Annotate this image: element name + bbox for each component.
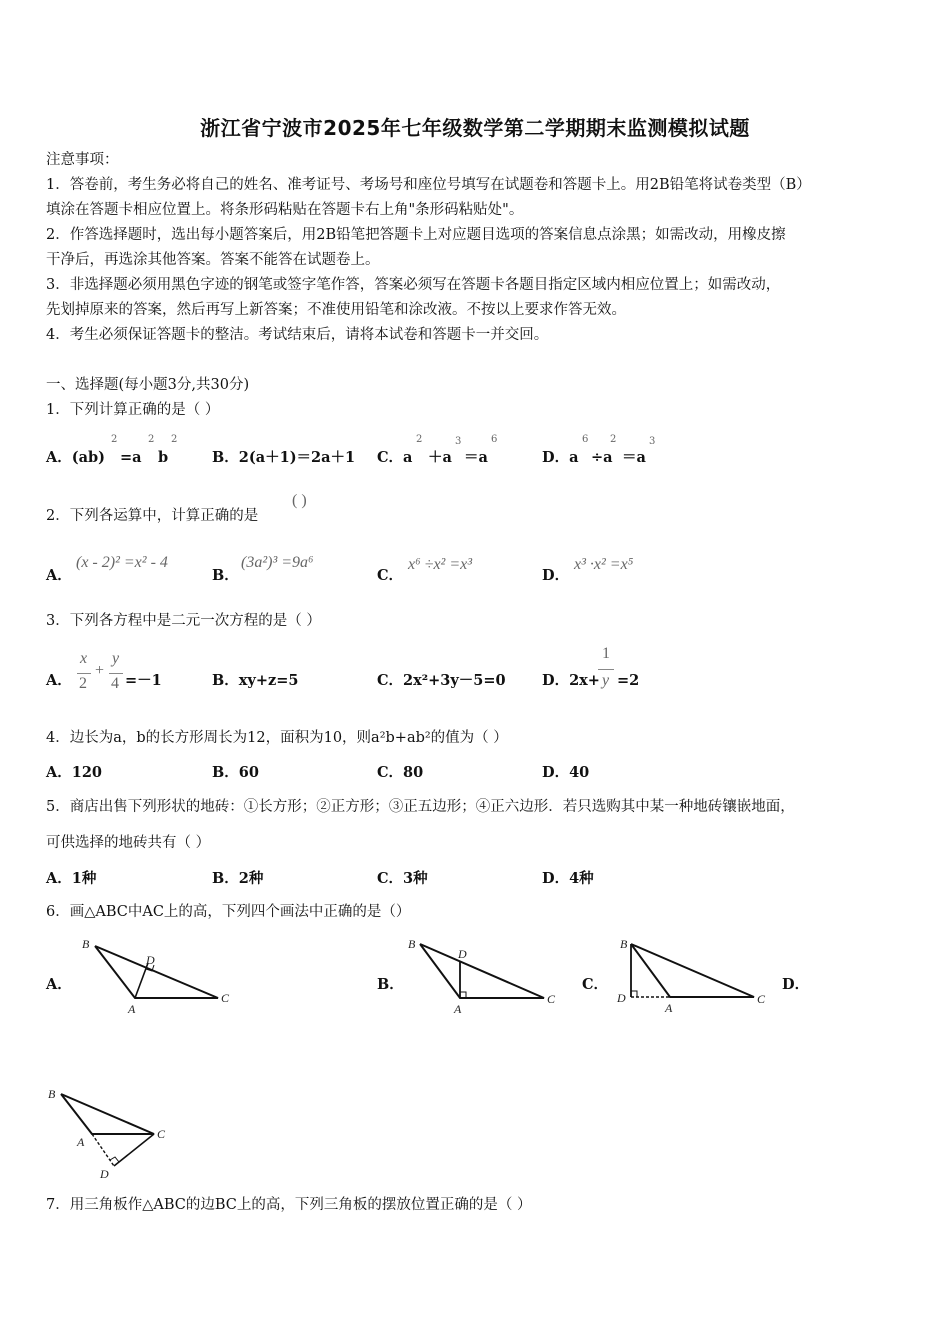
right-angle-mark bbox=[110, 1157, 119, 1162]
q4-option-d: D．40 bbox=[542, 764, 590, 781]
notice-line: 先划掉原来的答案，然后再写上新答案；不准使用铅笔和涂改液。不按以上要求作答无效。 bbox=[46, 302, 626, 318]
notice-line: 填涂在答题卡相应位置上。将条形码粘贴在答题卡右上角"条形码粘贴处"。 bbox=[46, 202, 524, 218]
q4-option-a: A．120 bbox=[46, 764, 103, 781]
q2-option-d-expr: x³ ·x² =x⁵ bbox=[574, 556, 634, 573]
notice-heading: 注意事项： bbox=[46, 152, 119, 168]
q3-plus: + bbox=[95, 662, 105, 679]
q1-sup: 3 bbox=[455, 436, 462, 447]
point-label-c: C bbox=[157, 1127, 166, 1141]
q1-option-a-b: b bbox=[158, 449, 169, 466]
q1-sup: 2 bbox=[610, 434, 617, 445]
right-angle-mark bbox=[631, 991, 637, 997]
q1-option-d: D．a bbox=[542, 449, 579, 466]
point-label-d: D bbox=[100, 1167, 109, 1181]
point-label-b: B bbox=[408, 937, 416, 951]
point-label-c: C bbox=[221, 991, 230, 1005]
q3-option-d: D．2x+ bbox=[542, 672, 600, 689]
notice-line: 2．作答选择题时，选出每小题答案后，用2B铅笔把答题卡上对应题目选项的答案信息点涂黑；如需改动，用橡皮擦 bbox=[46, 227, 786, 243]
q3-option-a: A． bbox=[46, 672, 72, 689]
q1-option-d-end: ＝a bbox=[622, 449, 646, 466]
q3-stem: 3．下列各方程中是二元一次方程的是（ ） bbox=[46, 613, 321, 629]
q6-figure-d bbox=[44, 1082, 176, 1182]
q1-sup: 6 bbox=[582, 434, 589, 445]
q1-option-d-mid: ÷a bbox=[591, 449, 613, 466]
q2-option-c-expr: x⁶ ÷x² =x³ bbox=[408, 556, 473, 573]
point-label-a: A bbox=[665, 1001, 673, 1015]
q2-paren: ( ) bbox=[292, 492, 307, 509]
triangle-abc bbox=[61, 1094, 154, 1134]
q3-option-b: B．xy+z=5 bbox=[212, 672, 299, 689]
point-label-a: A bbox=[128, 1002, 136, 1016]
altitude-line bbox=[135, 963, 148, 998]
q1-sup: 3 bbox=[649, 436, 656, 447]
q1-option-c-mid: ＋a bbox=[428, 449, 452, 466]
q3-frac-den: y bbox=[602, 672, 610, 689]
point-label-d: D bbox=[146, 953, 155, 967]
point-label-a: A bbox=[454, 1002, 462, 1016]
triangle-abc bbox=[420, 944, 544, 998]
q6-figure-c bbox=[612, 934, 777, 1018]
q5-stem-cont: 可供选择的地砖共有（ ） bbox=[46, 835, 211, 851]
q4-option-b: B．60 bbox=[212, 764, 259, 781]
q3-frac-bar bbox=[598, 669, 614, 670]
q2-option-a: A． bbox=[46, 567, 72, 584]
extension-dashed bbox=[92, 1134, 114, 1166]
notice-line: 1．答卷前，考生务必将自己的姓名、准考证号、考场号和座位号填写在试题卷和答题卡上。用2B铅笔将试卷类型（B） bbox=[46, 177, 811, 193]
q3-frac-num: y bbox=[112, 650, 120, 667]
point-label-d: D bbox=[617, 991, 626, 1005]
q3-frac-bar bbox=[109, 673, 123, 674]
q5-stem: 5．商店出售下列形状的地砖：①长方形；②正方形；③正五边形；④正六边形．若只选购其中某一种地砖镶嵌地面， bbox=[46, 799, 795, 815]
q4-option-c: C．80 bbox=[377, 764, 424, 781]
q6-stem: 6．画△ABC中AC上的高，下列四个画法中正确的是（） bbox=[46, 904, 411, 920]
altitude-line bbox=[114, 1134, 154, 1166]
point-label-b: B bbox=[620, 937, 628, 951]
q2-option-c: C． bbox=[377, 567, 404, 584]
q1-sup: 2 bbox=[171, 434, 178, 445]
q5-option-a: A．1种 bbox=[46, 870, 97, 887]
q5-option-c: C．3种 bbox=[377, 870, 428, 887]
q5-option-b: B．2种 bbox=[212, 870, 264, 887]
q5-option-d: D．4种 bbox=[542, 870, 594, 887]
point-label-b: B bbox=[48, 1087, 56, 1101]
point-label-c: C bbox=[547, 992, 556, 1006]
q3-frac-den: 2 bbox=[79, 675, 87, 692]
q3-option-d-rest: =2 bbox=[617, 672, 640, 689]
q1-sup: 6 bbox=[491, 434, 498, 445]
q3-frac-num: x bbox=[80, 650, 88, 667]
q1-sup: 2 bbox=[416, 434, 423, 445]
notice-line: 4．考生必须保证答题卡的整洁。考试结束后，请将本试卷和答题卡一并交回。 bbox=[46, 327, 549, 343]
q1-option-b: B．2(a＋1)＝2a＋1 bbox=[212, 449, 356, 466]
q3-frac-num: 1 bbox=[602, 645, 610, 662]
q2-option-b-expr: (3a²)³ =9a⁶ bbox=[241, 554, 314, 571]
q2-option-b: B． bbox=[212, 567, 239, 584]
section-heading: 一、选择题(每小题3分,共30分) bbox=[46, 377, 250, 393]
q4-stem: 4．边长为a，b的长方形周长为12，面积为10，则a²b+ab²的值为（ ） bbox=[46, 730, 508, 746]
notice-line: 3．非选择题必须用黑色字迹的钢笔或签字笔作答，答案必须写在答题卡各题目指定区域内相应位置上；如需改动， bbox=[46, 277, 781, 293]
q1-option-c-end: ＝a bbox=[464, 449, 488, 466]
q2-option-d: D． bbox=[542, 567, 570, 584]
q6-option-c: C． bbox=[582, 976, 609, 993]
q3-frac-bar bbox=[77, 673, 91, 674]
point-label-b: B bbox=[82, 937, 90, 951]
q1-sup: 2 bbox=[148, 434, 155, 445]
page-title: 浙江省宁波市2025年七年级数学第二学期期末监测模拟试题 bbox=[200, 116, 750, 140]
q6-option-d: D． bbox=[782, 976, 810, 993]
q3-option-a-rest: =－1 bbox=[125, 672, 162, 689]
q1-option-a: A．(ab) bbox=[46, 449, 106, 466]
q1-stem: 1．下列计算正确的是（ ） bbox=[46, 402, 220, 418]
q1-sup: 2 bbox=[111, 434, 118, 445]
triangle-abc bbox=[631, 944, 754, 997]
q7-stem: 7．用三角板作△ABC的边BC上的高，下列三角板的摆放位置正确的是（ ） bbox=[46, 1197, 532, 1213]
q2-stem: 2．下列各运算中，计算正确的是 bbox=[46, 508, 259, 524]
q1-option-a-rest: =a bbox=[120, 449, 142, 466]
q6-figure-a bbox=[80, 936, 240, 1018]
q6-option-b: B． bbox=[377, 976, 404, 993]
q3-option-c: C．2x²+3y－5=0 bbox=[377, 672, 506, 689]
point-label-a: A bbox=[77, 1135, 85, 1149]
q6-option-a: A． bbox=[46, 976, 72, 993]
point-label-c: C bbox=[757, 992, 766, 1006]
point-label-d: D bbox=[458, 947, 467, 961]
q2-option-a-expr: (x - 2)² =x² - 4 bbox=[76, 554, 168, 571]
q1-option-c: C．a bbox=[377, 449, 413, 466]
notice-line: 干净后，再选涂其他答案。答案不能答在试题卷上。 bbox=[46, 252, 380, 268]
q6-figure-b bbox=[404, 934, 564, 1018]
triangle-abc bbox=[95, 946, 218, 998]
q3-frac-den: 4 bbox=[111, 675, 119, 692]
